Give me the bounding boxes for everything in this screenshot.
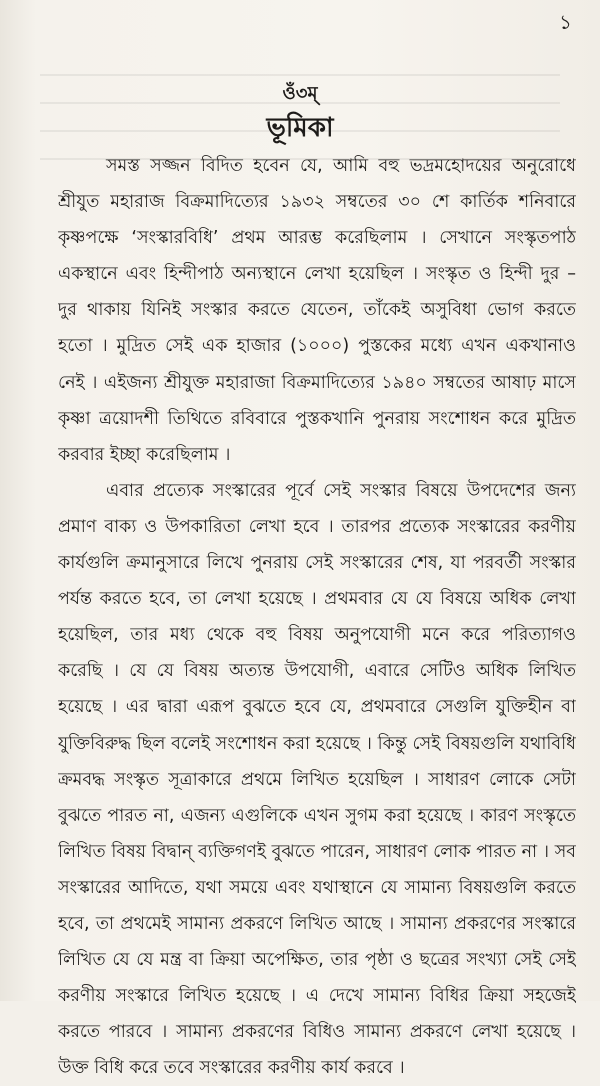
text-line: প্রমাণ বাক্য ও উপকারিতা লেখা হবে । তারপর প্রত্যেক সংস্কারের করণীয় xyxy=(58,516,576,537)
text-line: কৃষ্ণপক্ষে ‘সংস্কারবিধি’ প্রথম আরম্ভ করেছিলাম । সেখানে সংস্কৃতপাঠ xyxy=(58,228,576,249)
text-line: সংস্কারের আদিতে, যথা সময়ে এবং যথাস্থানে যে সামান্য বিষয়গুলি করতে xyxy=(58,877,576,898)
text-line: হতো । মুদ্রিত সেই এক হাজার (১০০০) পুস্তকের মধ্যে এখন একখানাও xyxy=(58,336,576,357)
text-line: করবার ইচ্ছা করেছিলাম । xyxy=(58,444,231,465)
text-line: হয়েছে । এর দ্বারা এরূপ বুঝতে হবে যে, প্রথমবারে সেগুলি যুক্তিহীন বা xyxy=(58,697,576,718)
page-number: ১ xyxy=(559,10,572,34)
text-line: লিখিত বিষয় বিদ্বান্ ব্যক্তিগণই বুঝতে পারেন, সাধারণ লোক পারত না । সব xyxy=(58,841,576,862)
text-line: লিখিত যে যে মন্ত্র বা ক্রিয়া অপেক্ষিত, তার পৃষ্ঠা ও ছত্রের সংখ্যা সেই সেই xyxy=(58,950,576,971)
page-title: ভূমিকা xyxy=(266,113,334,143)
text-line: শ্রীযুত মহারাজ বিক্রমাদিত্যের ১৯৩২ সম্বতের ৩০ শে কার্তিক শনিবারে xyxy=(58,192,576,213)
text-line: একস্থানে এবং হিন্দীপাঠ অন্যস্থানে লেখা হয়েছিল । সংস্কৃত ও হিন্দী দুর – xyxy=(58,264,576,285)
text-line: কৃষ্ণা ত্রয়োদশী তিথিতে রবিবারে পুস্তকখানি পুনরায় সংশোধন করে মুদ্রিত xyxy=(58,408,576,429)
text-line: সমস্ত সজ্জন বিদিত হবেন যে, আমি বহু ভদ্রমহোদয়ের অনুরোধে xyxy=(106,156,576,176)
text-line: হবে, তা প্রথমেই সামান্য প্রকরণে লিখিত আছে । সামান্য প্রকরণের সংস্কারে xyxy=(58,913,576,934)
body-text xyxy=(58,148,576,1086)
text-line: করতে পারবে । সামান্য প্রকরণের বিধিও সামান্য প্রকরণে লেখা হয়েছে । xyxy=(58,1022,576,1043)
text-line: কার্যগুলি ক্রমানুসারে লিখে পুনরায় সেই সংস্কারের শেষ, যা পরবর্তী সংস্কার xyxy=(58,553,576,574)
text-line: পর্যন্ত করতে হবে, তা লেখা হয়েছে । প্রথমবার যে যে বিষয়ে অধিক লেখা xyxy=(58,589,576,610)
text-line: দুর থাকায় যিনিই সংস্কার করতে যেতেন, তাঁকেই অসুবিধা ভোগ করতে xyxy=(58,300,576,321)
text-line: করণীয় সংস্কারে লিখিত হয়েছে । এ দেখে সামান্য বিধির ক্রিয়া সহজেই xyxy=(58,986,576,1007)
text-line: করেছি । যে যে বিষয় অত্যন্ত উপযোগী, এবারে সেটিও অধিক লিখিত xyxy=(58,661,576,682)
text-line: এবার প্রত্যেক সংস্কারের পূর্বে সেই সংস্কার বিষয়ে উপদেশের জন্য xyxy=(106,480,576,501)
text-line: যুক্তিবিরুদ্ধ ছিল বলেই সংশোধন করা হয়েছে । কিন্তু সেই বিষয়গুলি যথাবিধি xyxy=(58,733,576,754)
text-line: হয়েছিল, তার মধ্য থেকে বহু বিষয় অনুপযোগী মনে করে পরিত্যাগও xyxy=(58,625,576,646)
text-line: ক্রমবদ্ধ সংস্কৃত সূত্রাকারে প্রথমে লিখিত হয়েছিল । সাধারণ লোকে সেটা xyxy=(58,769,576,790)
text-line: নেই । এইজন্য শ্রীযুক্ত মহারাজা বিক্রমাদিত্যের ১৯৪০ সম্বতের আষাঢ় মাসে xyxy=(58,372,576,393)
text-line: উক্ত বিধি করে তবে সংস্কারের করণীয় কার্য করবে । xyxy=(58,1058,405,1079)
text-line: বুঝতে পারত না, এজন্য এগুলিকে এখন সুগম করা হয়েছে । কারণ সংস্কৃতে xyxy=(58,805,576,826)
om-heading: ওঁ৩ম্ xyxy=(282,83,318,104)
